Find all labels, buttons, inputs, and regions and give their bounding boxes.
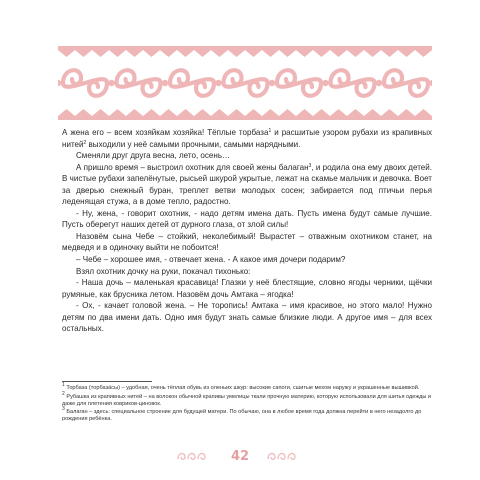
paragraph: Сменяли друг друга весна, лето, осень…	[76, 151, 231, 161]
paragraph: - Наша дочь – маленькая красавица! Глазки у неё блестящие, словно ягоды черники, щёчки румяные, как брусника летом. Назовём дочь Амтака – ягодка!	[62, 278, 432, 299]
story-text	[62, 127, 432, 335]
paragraph: А пришло время – выстроил охотник для своей жены балаган$^3$, и родила она ему двоих детей. В чистые рубахи запелёнутые, рысьей шкурой укрытые, лежат на скамье мальчик и девочка. Воет за дверью снежный буран, треплет ветви молодых сосен; забирается под птичьи перья леденящая стужа, а в доме тепло, радостно.	[62, 162, 432, 207]
decorative-ornament-header	[58, 46, 432, 120]
footnote-divider	[62, 381, 152, 382]
footnote: $^3$ Балаган – здесь: специальное строение для будущей матери. По обычаю, она в любое время года должна перейти в него незадолго до рождения ребёнка.	[62, 406, 422, 423]
footnotes	[62, 382, 432, 425]
footnote: $^2$ Рубашка из крапивных нитей – на волокон обычной крапивы умелицы ткали прочную материю, которую использовали для шитья одежды и даже для плетения ковриков-циновок.	[62, 390, 432, 407]
paragraph: - Ох, - качает головой жена. – Не торопись! Амтака – имя красивое, но этого мало! Нужно детям по два имени дать. Одно имя будут знать самые близкие люди. А другое имя – для всех остальных.	[62, 301, 432, 334]
footnote: $^1$ Торбаза (торбаза́сы) – удобная, очень тёплая обувь из оленьих шкур: высокие сапоги, сшитые мехом наружу и украшенные вышивкой.	[62, 382, 420, 391]
paragraph: – Чебе – хорошее имя, - отвечает жена. - А какое имя дочери подарим?	[76, 255, 346, 265]
footnote-ref[interactable]: 2	[83, 139, 87, 146]
footnote-ref[interactable]: 1	[268, 128, 272, 134]
paragraph: - Ну, жена, - говорит охотник, - надо детям имена дать. Пусть имена будут самые лучшие. Пусть оберегут наших детей от дурного глаза, от злой силы!	[62, 208, 432, 230]
page-number: 42	[230, 449, 250, 464]
paragraph: Назовём сына Чебе – стойкий, неколебимый! Вырастет – отважным охотником станет, на медведя и в одиночку выйти не побоится!	[62, 231, 432, 253]
paragraph: А жена его – всем хозяйкам хозяйка! Тёплые торбаза$^1$ и расшитые узором рубахи из крапивных нитей$^2$ выходили у неё самыми прочными, самыми нарядными.	[62, 128, 433, 149]
paragraph: Взял охотник дочку на руки, покачал тихонько:	[76, 266, 251, 276]
footnote-ref[interactable]: 3	[308, 162, 312, 169]
